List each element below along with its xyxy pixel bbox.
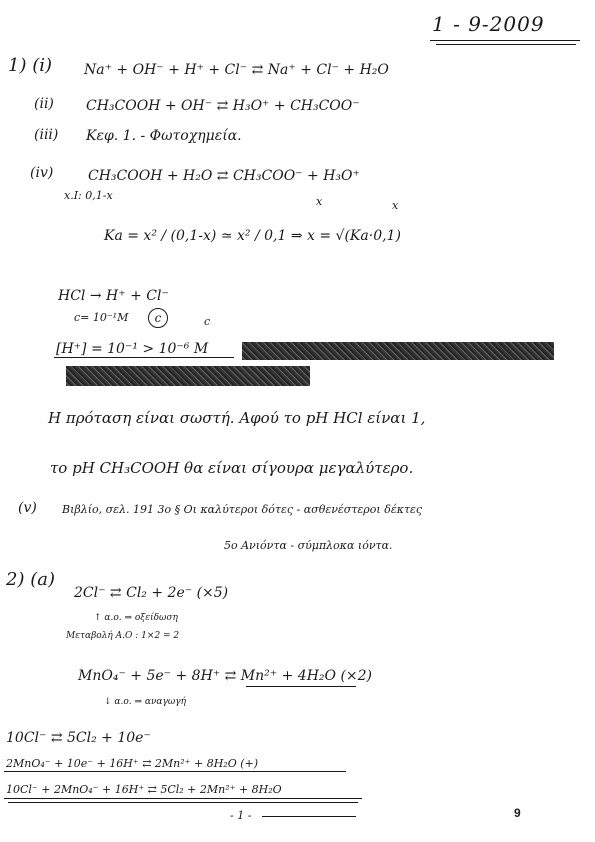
- sum-underline: [4, 771, 346, 772]
- sum-line-3: 10Cl⁻ + 2MnO₄⁻ + 16H⁺ ⇄ 5Cl₂ + 2Mn²⁺ + 8H₂O: [6, 783, 282, 796]
- q1-iv-label: (iv): [30, 165, 54, 181]
- date: 1 - 9-2009: [432, 12, 545, 36]
- redaction-1: [242, 342, 554, 360]
- q1-iv-hcl-equation: HCl → H⁺ + Cl⁻: [58, 288, 169, 304]
- q2-a-equation-2: MnO₄⁻ + 5e⁻ + 8H⁺ ⇄ Mn²⁺ + 4H₂O (×2): [78, 668, 373, 684]
- dash-line: [262, 816, 356, 817]
- result-underline: [4, 798, 362, 799]
- sum-line-2: 2MnO₄⁻ + 10e⁻ + 16H⁺ ⇄ 2Mn²⁺ + 8H₂O (+): [6, 757, 259, 770]
- result-underline-2: [8, 802, 358, 803]
- page-number: 9: [514, 806, 521, 820]
- date-underline: [430, 40, 580, 41]
- q1-iv-c: c: [204, 315, 211, 328]
- q1-i-equation: Na⁺ + OH⁻ + H⁺ + Cl⁻ ⇄ Na⁺ + Cl⁻ + H₂O: [84, 62, 389, 78]
- sum-line-1: 10Cl⁻ ⇄ 5Cl₂ + 10e⁻: [6, 730, 151, 746]
- q1-v-label: (v): [18, 500, 37, 516]
- q1-v-line-1: Βιβλίο, σελ. 191 3ο § Οι καλύτεροι δότες - ασθενέστεροι δέκτες: [62, 503, 423, 516]
- q2-a-label: 2) (a): [6, 569, 55, 590]
- q1-iv-x2: x: [392, 199, 399, 212]
- q2-a-note-oxidation: ↑ α.ο. ⇒ οξείδωση: [94, 613, 178, 623]
- paragraph-line-1: Η πρόταση είναι σωστή. Αφού το pH HCl είναι 1,: [48, 409, 426, 427]
- q1-iv-equation: CH₃COOH + H₂O ⇄ CH₃COO⁻ + H₃O⁺: [88, 168, 360, 184]
- q1-iv-x1: x: [316, 195, 323, 208]
- q1-ii-equation: CH₃COOH + OH⁻ ⇄ H₃O⁺ + CH₃COO⁻: [86, 98, 360, 114]
- q1-iv-concentration: c= 10⁻¹M: [74, 311, 129, 324]
- paragraph-line-2: το pH CH₃COOH θα είναι σίγουρα μεγαλύτερο.: [50, 459, 414, 477]
- q2-a-note-change: Μεταβολή Α.Ο : 1×2 = 2: [66, 631, 180, 641]
- h-underline: [54, 357, 234, 358]
- q1-iii-text: Κεφ. 1. - Φωτοχημεία.: [86, 128, 242, 144]
- q2-a-equation-1: 2Cl⁻ ⇄ Cl₂ + 2e⁻ (×5): [74, 585, 229, 601]
- date-underline-2: [436, 44, 576, 45]
- q1-ii-label: (ii): [34, 96, 54, 112]
- q1-iv-h-concentration: [H⁺] = 10⁻¹ > 10⁻⁶ M: [56, 341, 209, 357]
- q1-i-label: 1) (i): [8, 55, 52, 76]
- q1-v-line-2: 5ο Ανιόντα - σύμπλοκα ιόντα.: [224, 539, 393, 552]
- page-dash: - 1 -: [230, 809, 252, 822]
- redaction-2: [66, 366, 310, 386]
- q1-iv-ka-expression: Ka = x² / (0,1-x) ≃ x² / 0,1 ⇒ x = √(Ka·0,1): [104, 228, 401, 244]
- q2-a-note-reduction: ↓ α.ο. ⇒ αναγωγή: [104, 697, 186, 707]
- eq2-underline: [246, 686, 356, 687]
- q1-iv-c-circled: c: [148, 308, 168, 328]
- q1-iv-init: x.I: 0,1-x: [64, 189, 113, 202]
- q1-iii-label: (iii): [34, 127, 59, 143]
